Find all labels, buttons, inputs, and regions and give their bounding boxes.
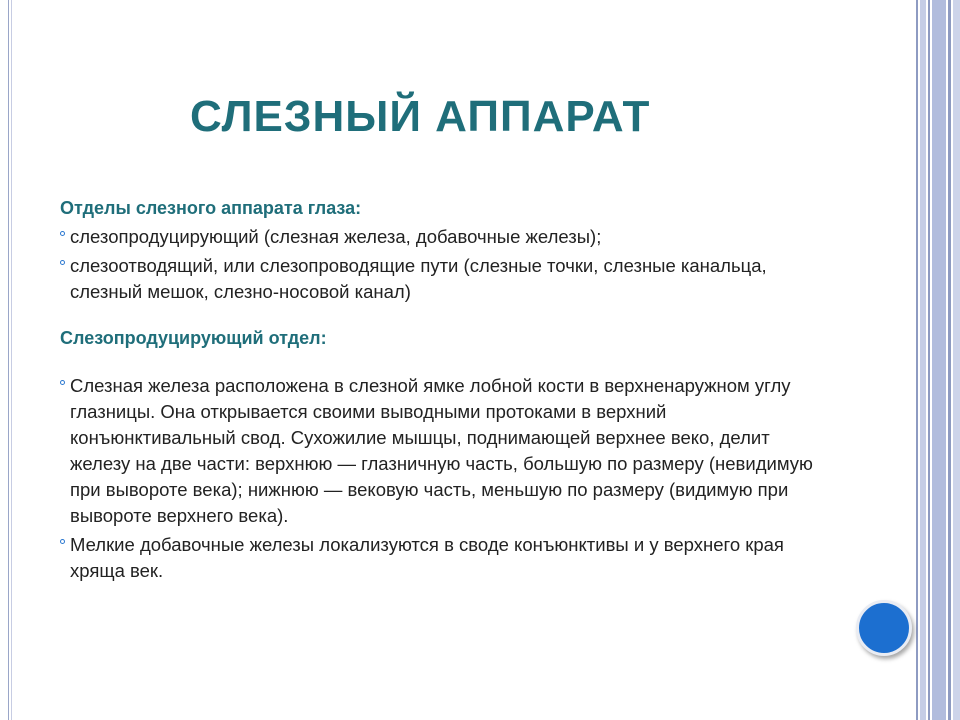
stripe [916,0,918,720]
right-decorative-stripes [916,0,960,720]
section-heading-producing: Слезопродуцирующий отдел: [60,328,327,348]
blue-circle-icon [856,600,912,656]
frame-line-left-inner [11,0,12,720]
stripe [928,0,930,720]
list-item-text: Слезная железа расположена в слезной ямке лобной кости в верхненаружном углу глазницы. Она открывается своими выводными протоками в верхний конъюнктивальный свод. Сухожилие мышцы, поднимающей верхнее веко, делит железу на две части: верхнюю — глазничную часть, большую по размеру (невидимую при вывороте века); нижнюю — вековую часть, меньшую по размеру (видимую при вывороте верхнего века). [70,375,813,526]
bullet-circle-icon [60,380,65,385]
stripe [920,0,926,720]
slide-content [60,195,820,584]
list-item-text: слезопродуцирующий (слезная железа, добавочные железы); [70,226,602,247]
list-item-text: Мелкие добавочные железы локализуются в своде конъюнктивы и у верхнего края хряща век. [70,534,784,581]
bullet-circle-icon [60,260,65,265]
list-item [60,224,820,250]
bullet-circle-icon [60,539,65,544]
stripe [932,0,946,720]
list-item [60,253,820,305]
stripe [948,0,951,720]
list-item-text: слезоотводящий, или слезопроводящие пути (слезные точки, слезные канальца, слезный мешок, слезно-носовой канал) [70,255,767,302]
slide-title: СЛЕЗНЫЙ АППАРАТ [190,92,651,141]
stripe [953,0,960,720]
section-heading-departments: Отделы слезного аппарата глаза: [60,198,362,218]
list-item [60,373,820,529]
bullet-circle-icon [60,231,65,236]
frame-line-left [8,0,9,720]
list-item [60,532,820,584]
